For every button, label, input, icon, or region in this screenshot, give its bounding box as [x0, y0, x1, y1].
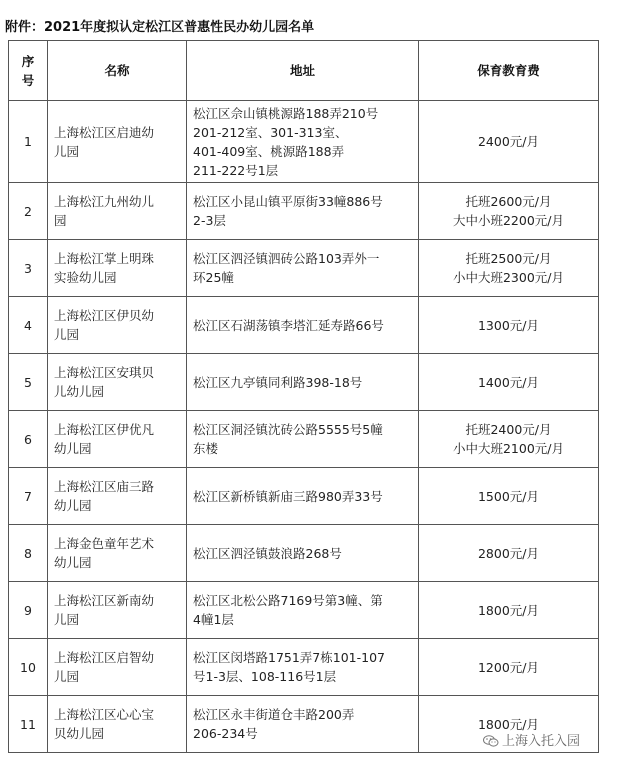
- table-row: [9, 525, 599, 582]
- kindergarten-fee: [419, 411, 599, 468]
- kindergarten-address: [187, 525, 419, 582]
- kindergarten-fee: [419, 468, 599, 525]
- kindergarten-name: [48, 411, 187, 468]
- kindergarten-name: [48, 101, 187, 183]
- kindergarten-name: [48, 183, 187, 240]
- row-index: 5: [9, 354, 48, 411]
- kindergarten-address-line: 松江区泗泾镇鼓浪路268号: [193, 545, 342, 561]
- kindergarten-fee-line: 托班2600元/月: [465, 194, 552, 209]
- kindergarten-address: [187, 411, 419, 468]
- kindergarten-name-line: 上海松江区启智幼: [54, 650, 155, 665]
- watermark: [483, 730, 580, 749]
- row-index: 4: [9, 297, 48, 354]
- table-row: [9, 639, 599, 696]
- kindergarten-fee-line: 2400元/月: [477, 134, 540, 149]
- kindergarten-address-line: 2-3层: [193, 213, 226, 228]
- kindergarten-name: [48, 240, 187, 297]
- kindergarten-name-line: 幼儿园: [54, 441, 92, 456]
- kindergarten-address-line: 松江区洞泾镇沈砖公路5555号5幢: [193, 422, 383, 437]
- kindergarten-address: [187, 183, 419, 240]
- kindergarten-address: [187, 639, 419, 696]
- row-index: 1: [9, 101, 48, 183]
- table-row: [9, 354, 599, 411]
- table-row: [9, 582, 599, 639]
- table-row: [9, 468, 599, 525]
- kindergarten-name-line: 儿园: [54, 143, 80, 159]
- kindergarten-name-line: 贝幼儿园: [54, 726, 105, 741]
- table-header-row: [9, 41, 599, 101]
- kindergarten-address-line: 松江区新桥镇新庙三路980弄33号: [193, 488, 383, 504]
- kindergarten-name-line: 上海松江九州幼儿: [54, 194, 155, 209]
- kindergarten-fee-line: 托班2400元/月: [465, 422, 552, 437]
- kindergarten-fee-line: 小中大班2300元/月: [452, 270, 565, 285]
- row-index: 10: [9, 639, 48, 696]
- row-index: 8: [9, 525, 48, 582]
- row-index: 3: [9, 240, 48, 297]
- kindergarten-address-line: 401-409室、桃源路188弄: [193, 143, 345, 159]
- kindergarten-fee-line: 2800元/月: [477, 545, 540, 561]
- kindergarten-fee: [419, 240, 599, 297]
- kindergarten-name: [48, 525, 187, 582]
- watermark-text: 上海入托入园: [502, 734, 581, 749]
- kindergarten-address-line: 松江区九亭镇同利路398-18号: [193, 374, 363, 390]
- kindergarten-name-line: 上海松江区新南幼: [54, 593, 155, 608]
- kindergarten-name-line: 上海金色童年艺术: [54, 536, 155, 551]
- kindergarten-address-line: 206-234号: [193, 726, 258, 741]
- kindergarten-fee: [419, 582, 599, 639]
- kindergarten-name-line: 儿园: [54, 669, 80, 684]
- kindergarten-address-line: 松江区永丰街道仓丰路200弄: [193, 707, 355, 722]
- table-row: [9, 411, 599, 468]
- kindergarten-name: [48, 468, 187, 525]
- kindergarten-name: [48, 297, 187, 354]
- kindergarten-fee: [419, 183, 599, 240]
- row-index: 2: [9, 183, 48, 240]
- header-name: 名称: [48, 41, 187, 101]
- kindergarten-name-line: 园: [54, 213, 67, 228]
- page-title: 附件：2021年度拟认定松江区普惠性民办幼儿园名单: [5, 20, 315, 35]
- kindergarten-address-line: 201-212室、301-313室、: [193, 124, 348, 140]
- kindergarten-address-line: 松江区佘山镇桃源路188弄210号: [193, 105, 379, 121]
- row-index: 9: [9, 582, 48, 639]
- table-row: [9, 101, 599, 183]
- wechat-icon: [483, 735, 499, 747]
- kindergarten-name-line: 幼儿园: [54, 498, 92, 513]
- kindergarten-address-line: 东楼: [193, 441, 219, 456]
- kindergarten-name-line: 上海松江区伊贝幼: [54, 308, 155, 323]
- kindergarten-address-line: 4幢1层: [193, 612, 234, 627]
- kindergarten-address: [187, 297, 419, 354]
- header-index: 序 号: [9, 41, 48, 101]
- kindergarten-address-line: 211-222号1层: [193, 162, 279, 178]
- kindergarten-table: [8, 40, 599, 753]
- kindergarten-fee-line: 1500元/月: [477, 488, 540, 504]
- table-row: [9, 240, 599, 297]
- kindergarten-fee-line: 1300元/月: [477, 317, 540, 333]
- header-fee: 保育教育费: [419, 41, 599, 101]
- kindergarten-name-line: 儿园: [54, 612, 80, 627]
- kindergarten-fee: [419, 639, 599, 696]
- kindergarten-address: [187, 582, 419, 639]
- table-row: [9, 297, 599, 354]
- kindergarten-fee-line: 1800元/月: [477, 716, 540, 732]
- kindergarten-address-line: 松江区闵塔路1751弄7栋101-107: [193, 650, 385, 665]
- kindergarten-address-line: 环25幢: [193, 270, 234, 285]
- kindergarten-name: [48, 354, 187, 411]
- kindergarten-fee-line: 1400元/月: [477, 374, 540, 390]
- table-row: [9, 183, 599, 240]
- header-address: 地址: [187, 41, 419, 101]
- kindergarten-fee: [419, 297, 599, 354]
- kindergarten-name-line: 幼儿园: [54, 555, 92, 570]
- kindergarten-address: [187, 468, 419, 525]
- kindergarten-name-line: 上海松江区心心宝: [54, 707, 155, 722]
- row-index: 11: [9, 696, 48, 753]
- kindergarten-fee: [419, 354, 599, 411]
- kindergarten-address-line: 松江区泗泾镇泗砖公路103弄外一: [193, 251, 380, 266]
- kindergarten-address: [187, 696, 419, 753]
- kindergarten-name-line: 实验幼儿园: [54, 270, 117, 285]
- kindergarten-name-line: 上海松江掌上明珠: [54, 251, 155, 266]
- row-index: 6: [9, 411, 48, 468]
- kindergarten-fee: [419, 525, 599, 582]
- kindergarten-name-line: 上海松江区安琪贝: [54, 365, 155, 380]
- kindergarten-name-line: 上海松江区庙三路: [54, 479, 155, 494]
- kindergarten-address-line: 松江区北松公路7169号第3幢、第: [193, 593, 383, 608]
- kindergarten-fee-line: 1800元/月: [477, 602, 540, 618]
- row-index: 7: [9, 468, 48, 525]
- kindergarten-address-line: 松江区石湖荡镇李塔汇延寿路66号: [193, 317, 384, 333]
- kindergarten-name-line: 上海松江区伊优凡: [54, 422, 155, 437]
- kindergarten-address-line: 松江区小昆山镇平原街33幢886号: [193, 194, 383, 209]
- kindergarten-name: [48, 639, 187, 696]
- kindergarten-address: [187, 354, 419, 411]
- kindergarten-address: [187, 240, 419, 297]
- kindergarten-address-line: 号1-3层、108-116号1层: [193, 669, 337, 684]
- kindergarten-fee: [419, 101, 599, 183]
- kindergarten-name: [48, 582, 187, 639]
- kindergarten-name-line: 儿园: [54, 327, 80, 342]
- kindergarten-name: [48, 696, 187, 753]
- kindergarten-fee-line: 大中小班2200元/月: [452, 213, 565, 228]
- kindergarten-address: [187, 101, 419, 183]
- kindergarten-name-line: 上海松江区启迪幼: [54, 124, 155, 140]
- kindergarten-fee-line: 小中大班2100元/月: [452, 441, 565, 456]
- kindergarten-fee-line: 1200元/月: [477, 659, 540, 675]
- kindergarten-name-line: 儿幼儿园: [54, 384, 105, 399]
- kindergarten-fee-line: 托班2500元/月: [465, 251, 552, 266]
